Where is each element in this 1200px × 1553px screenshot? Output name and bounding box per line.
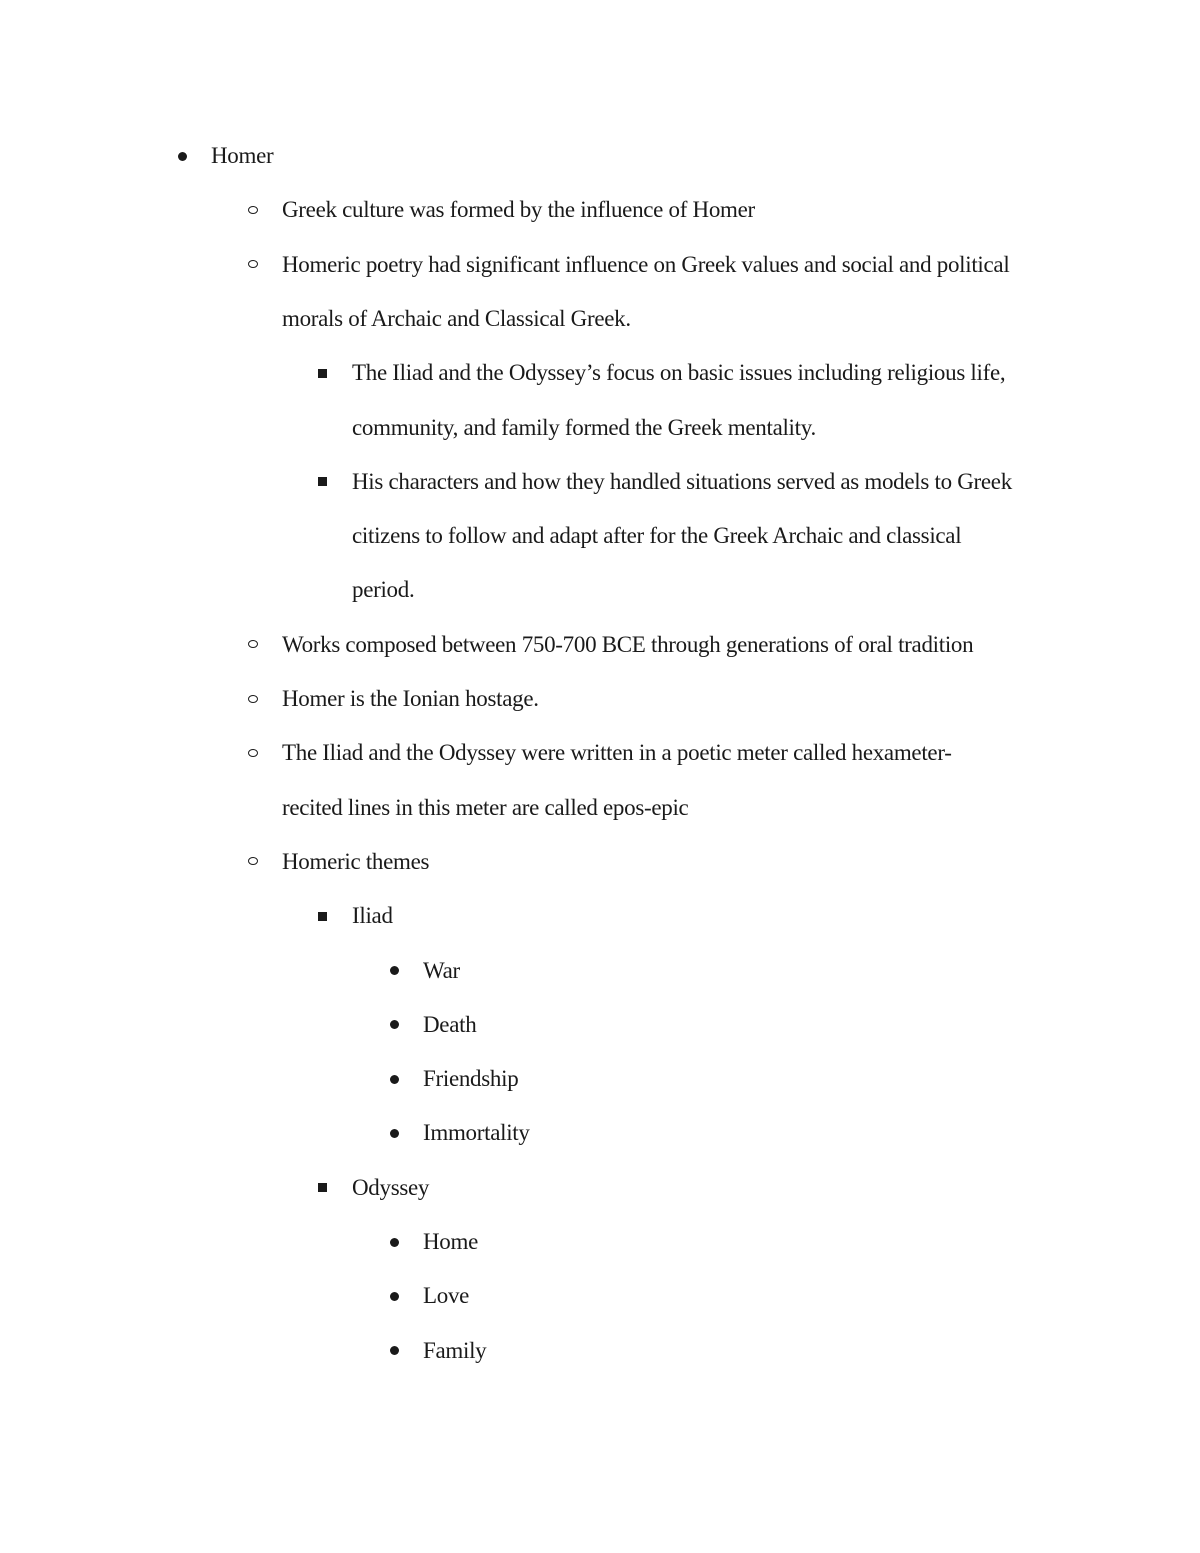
list-item-text: Odyssey — [352, 1174, 430, 1200]
bullet-square-icon — [318, 1183, 327, 1192]
list-item-text: Home — [423, 1229, 479, 1254]
list-item-text: Immortality — [423, 1120, 530, 1146]
list-item-text: community, and family formed the Greek mentality. — [352, 414, 816, 440]
list-item-text: Iliad — [352, 903, 393, 929]
list-item-text: recited lines in this meter are called epos-epic — [282, 794, 689, 820]
bullet-disc-icon — [390, 1075, 399, 1084]
bullet-circle-icon — [248, 695, 258, 703]
bullet-square-icon — [318, 369, 327, 378]
bullet-disc-icon — [390, 1238, 399, 1247]
list-item-text: Friendship — [423, 1066, 519, 1092]
bullet-circle-icon — [248, 260, 258, 268]
list-item-text: Death — [423, 1011, 477, 1037]
list-item-text: Family — [423, 1337, 487, 1363]
list-item-text: period. — [352, 577, 415, 603]
bullet-disc-icon — [390, 1292, 399, 1301]
bullet-circle-icon — [248, 749, 258, 757]
bullet-square-icon — [318, 912, 327, 921]
list-item-text: Homer is the Ionian hostage. — [282, 686, 539, 711]
list-item-text: morals of Archaic and Classical Greek. — [282, 305, 631, 331]
list-item-text: War — [423, 957, 460, 983]
bullet-disc-icon — [390, 1129, 399, 1138]
bullet-square-icon — [318, 477, 327, 486]
bullet-circle-icon — [248, 640, 258, 648]
bullet-disc-icon — [390, 1020, 399, 1029]
list-item-text: Homeric poetry had significant influence on Greek values and social and political — [282, 251, 1010, 277]
list-item-text: His characters and how they handled situations served as models to Greek — [352, 468, 1012, 494]
list-item-text: Homeric themes — [282, 848, 430, 874]
bullet-disc-icon — [178, 152, 187, 161]
bullet-circle-icon — [248, 857, 258, 865]
list-item-text: Love — [423, 1283, 470, 1309]
list-item-text: Works composed between 750-700 BCE through generations of oral tradition — [282, 631, 974, 657]
list-item-text: citizens to follow and adapt after for the Greek Archaic and classical — [352, 523, 962, 549]
list-item-text: The Iliad and the Odyssey were written in a poetic meter called hexameter- — [282, 740, 952, 766]
bullet-disc-icon — [390, 1346, 399, 1355]
list-item-text: The Iliad and the Odyssey’s focus on basic issues including religious life, — [352, 360, 1006, 386]
bullet-circle-icon — [248, 206, 258, 214]
list-item-text: Homer — [211, 143, 274, 168]
bullet-disc-icon — [390, 966, 399, 975]
list-item-text: Greek culture was formed by the influence of Homer — [282, 197, 755, 223]
